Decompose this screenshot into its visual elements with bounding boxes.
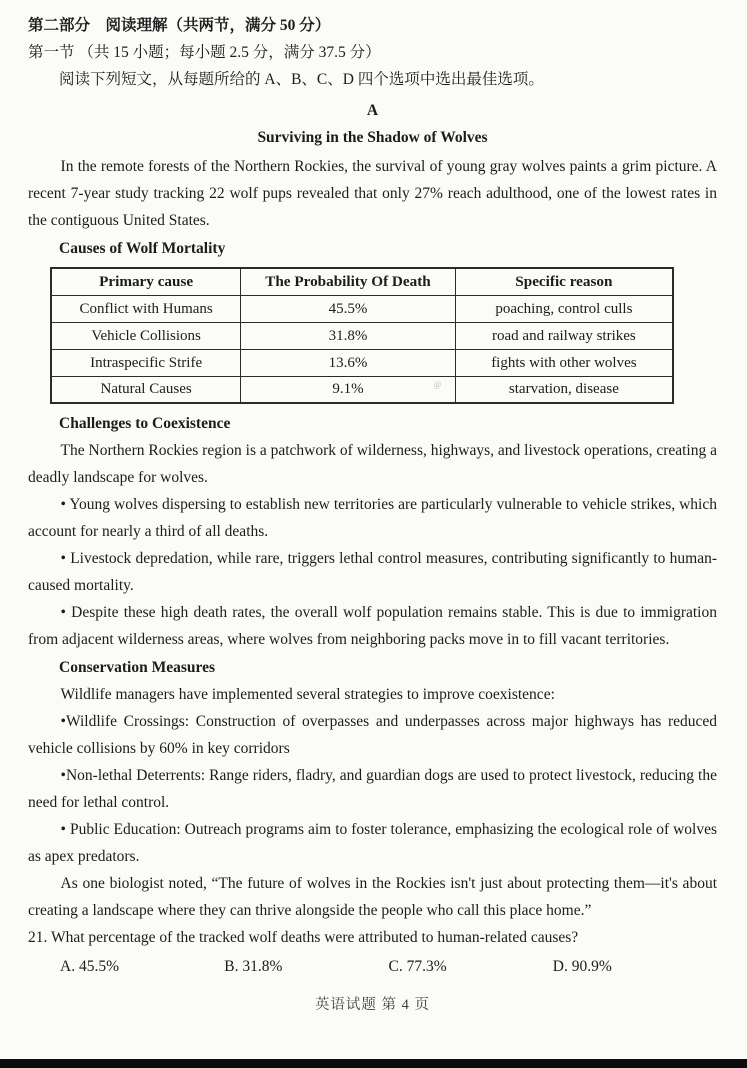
conservation-bullet: • Public Education: Outreach programs aim to foster tolerance, emphasizing the ecological role of wolves as apex predators. xyxy=(28,821,717,865)
table-header-probability: The Probability Of Death xyxy=(241,268,456,295)
table-cell: 13.6% xyxy=(241,349,456,376)
table-row xyxy=(51,322,673,349)
conservation-heading: Conservation Measures xyxy=(59,659,215,676)
table-cell: 9.1% xyxy=(241,376,456,403)
table-header-primary-cause: Primary cause xyxy=(51,268,241,295)
passage-title: Surviving in the Shadow of Wolves xyxy=(257,129,488,146)
table-row xyxy=(51,349,673,376)
table-row xyxy=(51,376,673,403)
conservation-bullet: •Wildlife Crossings: Construction of overpasses and underpasses across major highways has reduced vehicle collisions by 60% in key corridors xyxy=(28,713,717,757)
closing-paragraph: As one biologist noted, “The future of wolves in the Rockies isn't just about protecting them—it's about creating a landscape where they can thrive alongside the people who call this place home.” xyxy=(28,875,717,919)
table-cell: Intraspecific Strife xyxy=(51,349,241,376)
conservation-bullet: •Non-lethal Deterrents: Range riders, fladry, and guardian dogs are used to protect livestock, reducing the need for lethal control. xyxy=(28,767,717,811)
table-cell: poaching, control culls xyxy=(455,295,673,322)
option-c: C. 77.3% xyxy=(388,958,447,975)
passage-label: A xyxy=(366,102,379,119)
table-row xyxy=(51,295,673,322)
coexistence-heading: Challenges to Coexistence xyxy=(59,415,231,432)
table-cell: Vehicle Collisions xyxy=(51,322,241,349)
coexistence-bullet: • Young wolves dispersing to establish new territories are particularly vulnerable to vehicle strikes, which account for nearly a third of all deaths. xyxy=(28,496,717,540)
page-footer: 英语试题 第 4 页 xyxy=(314,997,431,1013)
table-cell: starvation, disease xyxy=(455,376,673,403)
question-21-options xyxy=(28,953,717,980)
coexistence-bullet: • Livestock depredation, while rare, triggers lethal control measures, contributing significantly to human-caused mortality. xyxy=(28,550,717,594)
table-cell: 45.5% xyxy=(241,295,456,322)
table-cell: Natural Causes xyxy=(51,376,241,403)
option-d: D. 90.9% xyxy=(552,958,612,975)
table-cell: 31.8% xyxy=(241,322,456,349)
table-header-specific-reason: Specific reason xyxy=(455,268,673,295)
table-cell: fights with other wolves xyxy=(455,349,673,376)
option-a: A. 45.5% xyxy=(60,958,119,975)
option-b: B. 31.8% xyxy=(224,958,283,975)
conservation-intro: Wildlife managers have implemented several strategies to improve coexistence: xyxy=(60,686,555,703)
table-cell: Conflict with Humans xyxy=(51,295,241,322)
mortality-table xyxy=(50,267,674,404)
mortality-heading: Causes of Wolf Mortality xyxy=(59,240,226,257)
scan-edge-bar xyxy=(0,1059,747,1068)
scan-artifact: @ xyxy=(434,380,442,389)
section-heading: 第一节 （共 15 小题；每小题 2.5 分，满分 37.5 分） xyxy=(28,44,381,61)
instruction-line: 阅读下列短文，从每题所给的 A、B、C、D 四个选项中选出最佳选项。 xyxy=(59,71,544,88)
intro-paragraph: In the remote forests of the Northern Rockies, the survival of young gray wolves paints a grim picture. A recent 7-year study tracking 22 wolf pups revealed that only 27% reach adulthood, one of the lowest rates in the contiguous United States. xyxy=(28,158,717,229)
table-header-row xyxy=(51,268,673,295)
table-cell: road and railway strikes xyxy=(455,322,673,349)
question-21: 21. What percentage of the tracked wolf deaths were attributed to human-related causes? xyxy=(28,929,579,946)
coexistence-intro: The Northern Rockies region is a patchwork of wilderness, highways, and livestock operations, creating a deadly landscape for wolves. xyxy=(28,442,717,486)
coexistence-bullet: • Despite these high death rates, the overall wolf population remains stable. This is due to immigration from adjacent wilderness areas, where wolves from neighboring packs move in to fill vacant territories. xyxy=(28,604,717,648)
part-heading: 第二部分 阅读理解（共两节，满分 50 分） xyxy=(28,17,331,34)
